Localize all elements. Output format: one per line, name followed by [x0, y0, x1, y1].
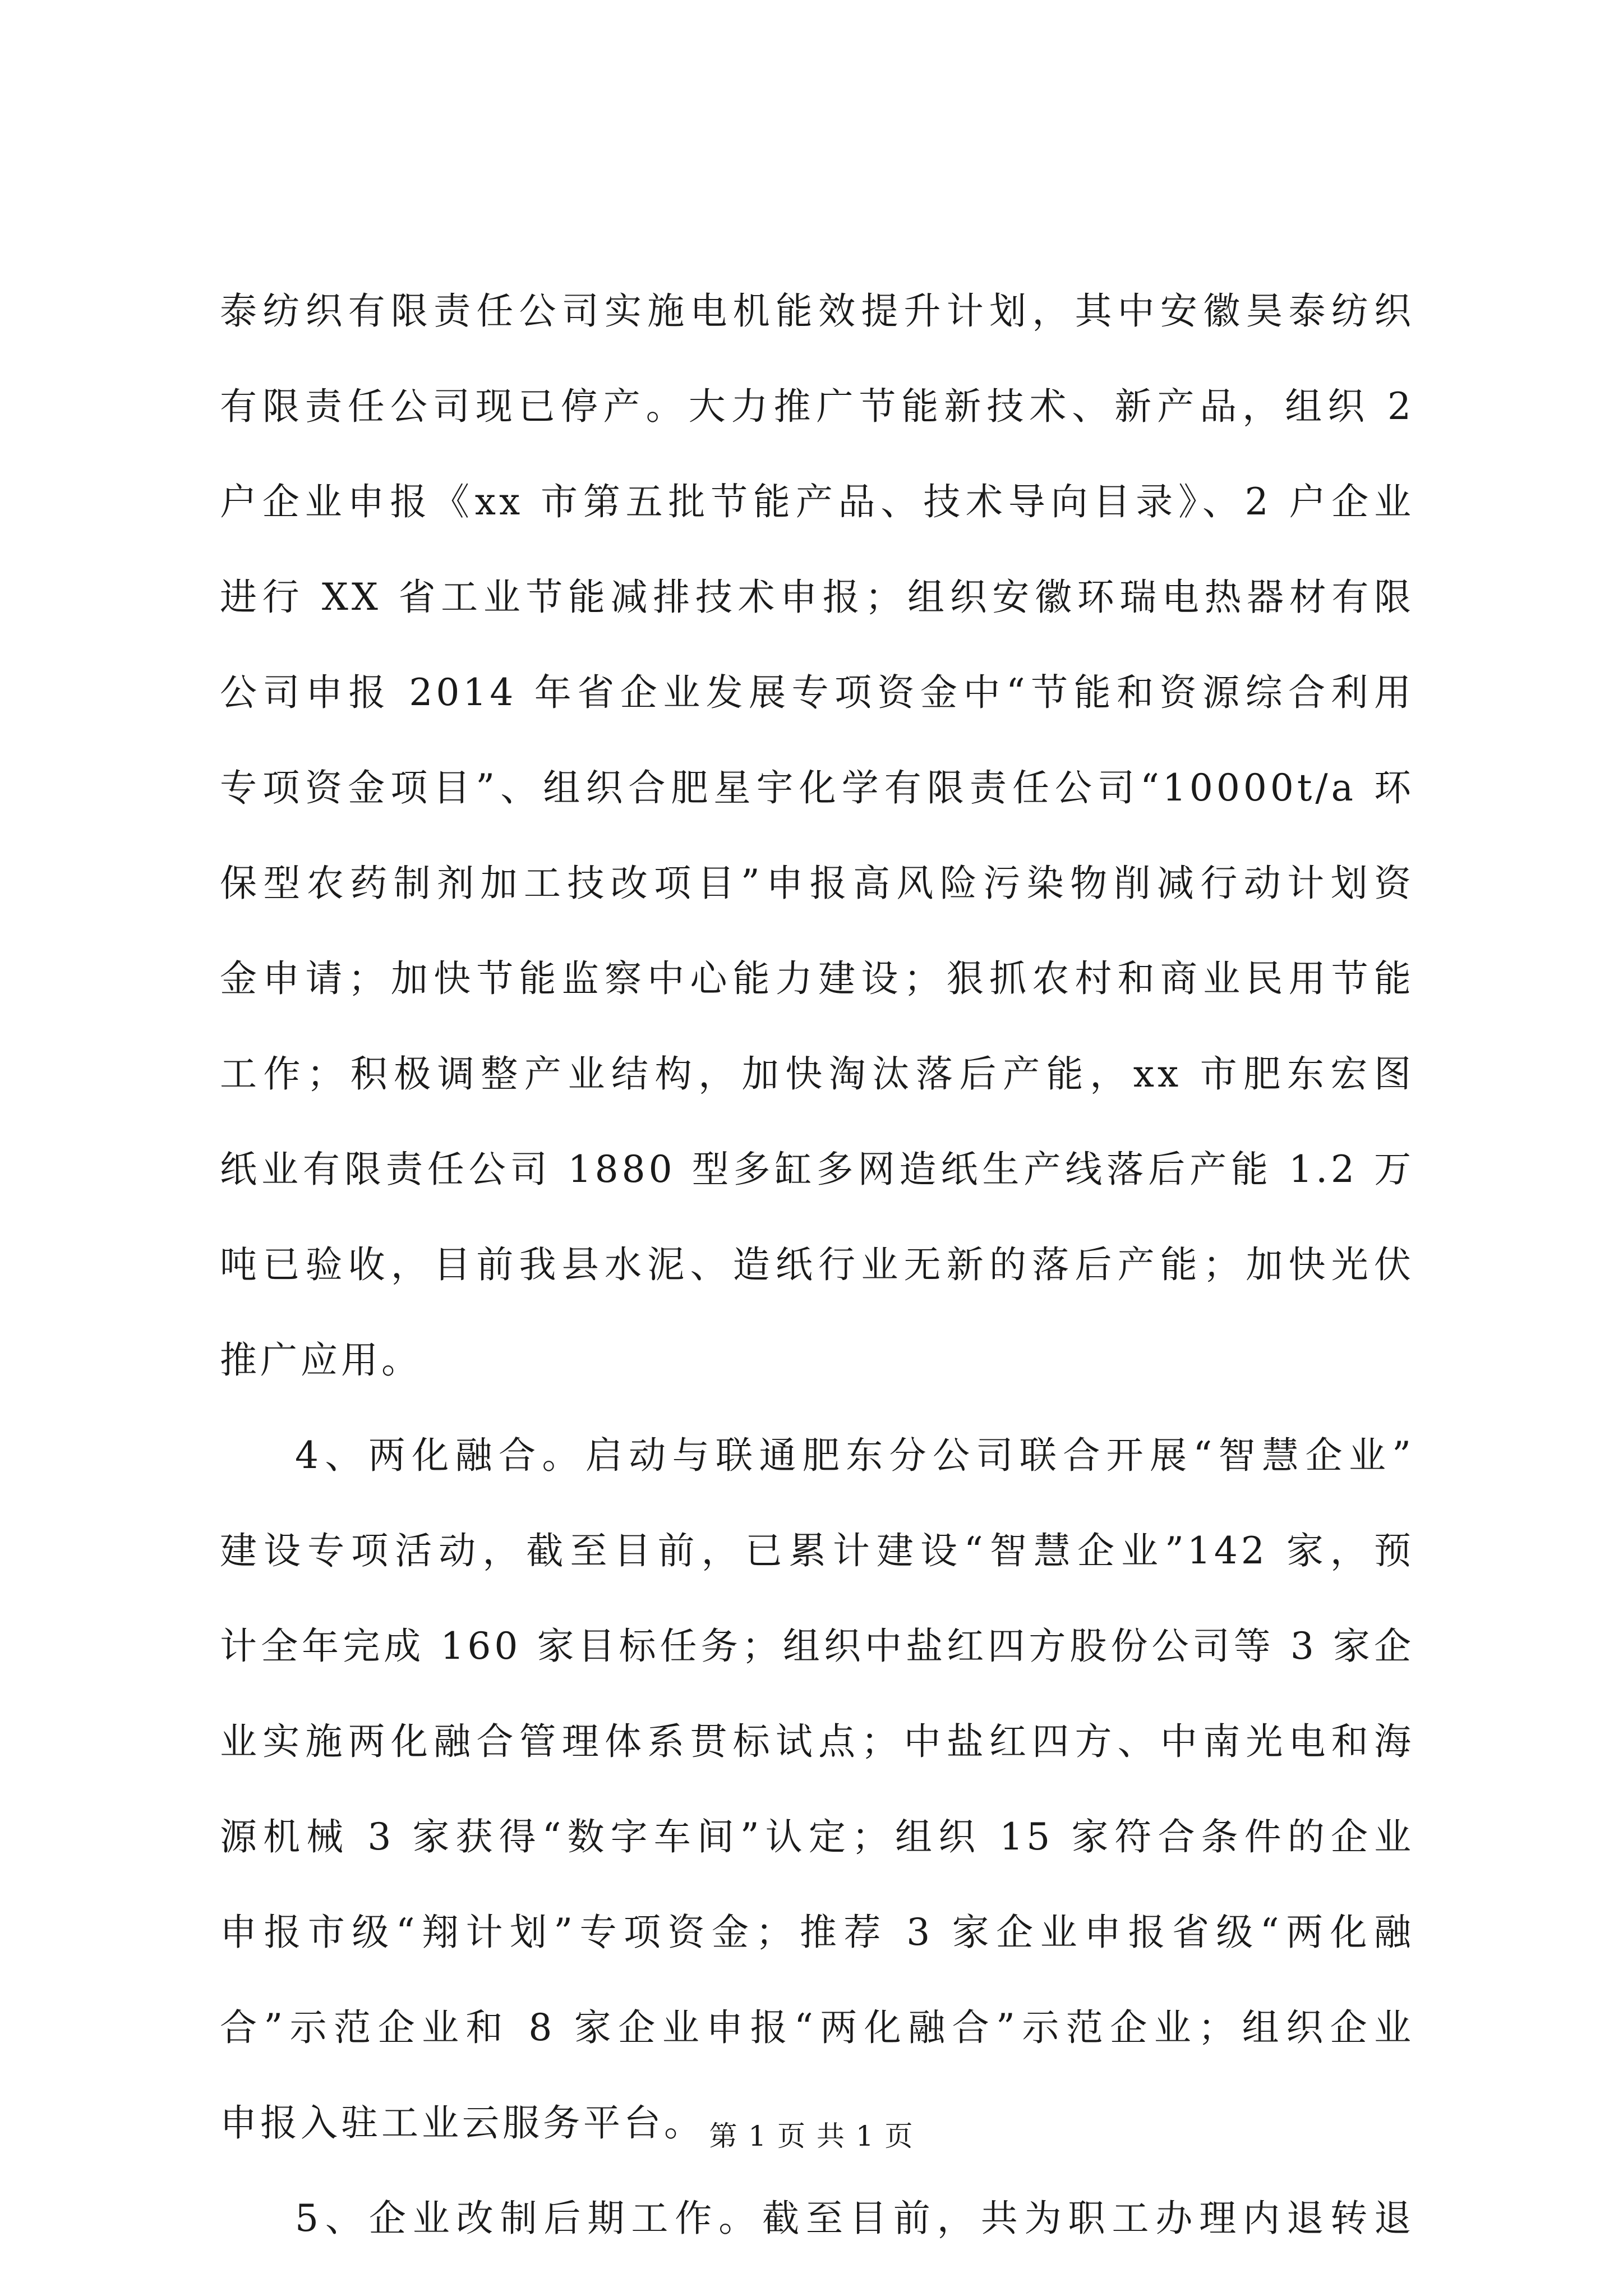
paragraph-1-line: 户企业申报《xx 市第五批节能产品、技术导向目录》、2 户企业	[220, 480, 1414, 523]
paragraph-1-line: 工作；积极调整产业结构，加快淘汰落后产能，xx 市肥东宏图	[220, 1052, 1414, 1096]
paragraph-2-line: 合”示范企业和 8 家企业申报“两化融合”示范企业；组织企业	[220, 2006, 1414, 2049]
paragraph-2-line: 业实施两化融合管理体系贯标试点；中盐红四方、中南光电和海	[220, 1720, 1414, 1763]
page-footer: 第 1 页 共 1 页	[709, 2120, 914, 2152]
paragraph-2-line: 4、两化融合。启动与联通肥东分公司联合开展“智慧企业”	[295, 1434, 1414, 1477]
paragraph-1-line: 金申请；加快节能监察中心能力建设；狠抓农村和商业民用节能	[220, 957, 1414, 1000]
paragraph-1-line: 保型农药制剂加工技改项目”申报高风险污染物削减行动计划资	[220, 862, 1414, 905]
paragraph-1-line: 专项资金项目”、组织合肥星宇化学有限责任公司“10000t/a 环	[220, 766, 1414, 809]
paragraph-2-line: 申报入驻工业云服务平台。	[220, 2101, 704, 2145]
paragraph-1-line: 推广应用。	[220, 1338, 422, 1382]
paragraph-1-line: 有限责任公司现已停产。大力推广节能新技术、新产品，组织 2	[220, 385, 1414, 428]
paragraph-2-line: 申报市级“翔计划”专项资金；推荐 3 家企业申报省级“两化融	[220, 1911, 1414, 1954]
paragraph-2-line: 建设专项活动，截至目前，已累计建设“智慧企业”142 家，预	[220, 1529, 1414, 1572]
paragraph-1-line: 泰纺织有限责任公司实施电机能效提升计划，其中安徽昊泰纺织	[220, 289, 1414, 333]
body-text	[220, 264, 1414, 2266]
paragraph-1-line: 吨已验收，目前我县水泥、造纸行业无新的落后产能；加快光伏	[220, 1243, 1414, 1286]
paragraph-3-line: 5、企业改制后期工作。截至目前，共为职工办理内退转退	[295, 2197, 1414, 2240]
paragraph-1-line: 纸业有限责任公司 1880 型多缸多网造纸生产线落后产能 1.2 万	[220, 1148, 1414, 1191]
paragraph-2-line: 源机械 3 家获得“数字车间”认定；组织 15 家符合条件的企业	[220, 1815, 1414, 1858]
paragraph-1-line: 进行 XX 省工业节能减排技术申报；组织安徽环瑞电热器材有限	[220, 576, 1414, 619]
paragraph-1-line: 公司申报 2014 年省企业发展专项资金中“节能和资源综合利用	[220, 671, 1414, 714]
paragraph-2-line: 计全年完成 160 家目标任务；组织中盐红四方股份公司等 3 家企	[220, 1625, 1414, 1668]
